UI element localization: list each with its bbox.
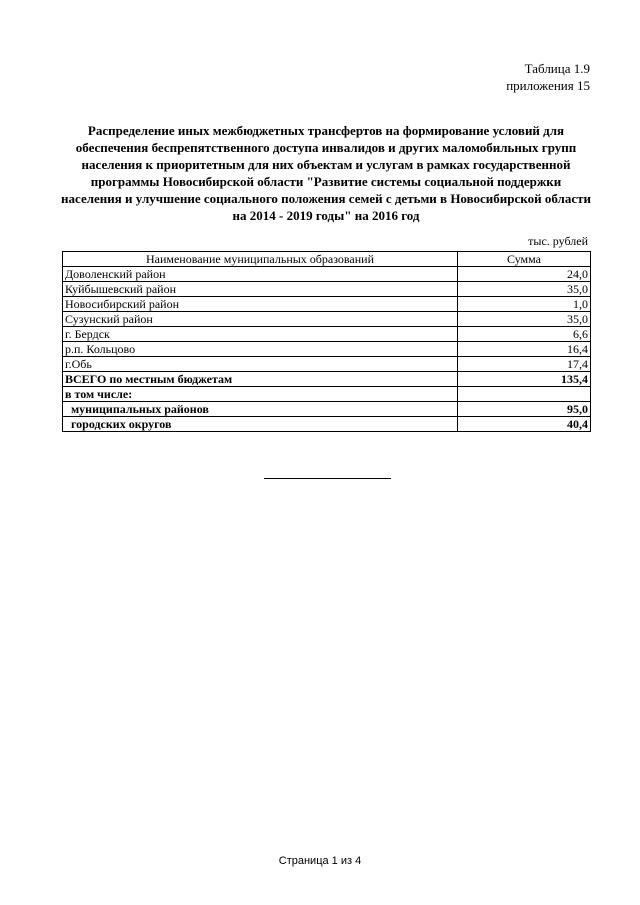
table-row [63,267,591,282]
table-reference [506,60,590,94]
breakdown-row [63,402,591,417]
row-value: 35,0 [458,312,591,327]
total-row [63,372,591,387]
including-label: в том числе: [63,387,458,402]
breakdown-value: 95,0 [458,402,591,417]
row-value: 24,0 [458,267,591,282]
units-label: тыс. рублей [528,234,588,248]
breakdown-label: городских округов [63,417,458,432]
table-row [63,312,591,327]
table-row [63,297,591,312]
row-name: Сузунский район [63,312,458,327]
row-value: 16,4 [458,342,591,357]
appendix-number: приложения 15 [506,78,590,93]
row-name: Новосибирский район [63,297,458,312]
row-value: 35,0 [458,282,591,297]
row-value: 6,6 [458,327,591,342]
row-name: Куйбышевский район [63,282,458,297]
breakdown-label: муниципальных районов [63,402,458,417]
document-title: Распределение иных межбюджетных трансфертов на формирование условий для обеспечения беспрепятственного доступа инвалидов и других маломобильных групп населения к приоритетным для них объектам и услугам в рамках государственной программы Новосибирской области "Развитие системы социальной поддержки населения и улучшение социального положения семей с детьми в Новосибирской области на 2014 - 2019 годы" на 2016 год [61,123,591,223]
row-value: 1,0 [458,297,591,312]
row-name: г. Бердск [63,327,458,342]
column-header-sum: Сумма [458,252,591,267]
table-header-row [63,252,591,267]
breakdown-value: 40,4 [458,417,591,432]
table-number: Таблица 1.9 [524,61,590,76]
row-name: Доволенский район [63,267,458,282]
page-footer: Страница 1 из 4 [278,855,362,867]
transfers-table [62,251,591,432]
table-row [63,357,591,372]
total-label: ВСЕГО по местным бюджетам [63,372,458,387]
including-value [458,387,591,402]
total-value: 135,4 [458,372,591,387]
table-row [63,342,591,357]
row-name: р.п. Кольцово [63,342,458,357]
row-value: 17,4 [458,357,591,372]
including-row [63,387,591,402]
column-header-name: Наименование муниципальных образований [63,252,458,267]
row-name: г.Обь [63,357,458,372]
breakdown-row [63,417,591,432]
table-row [63,282,591,297]
separator-line [264,478,391,479]
table-row [63,327,591,342]
